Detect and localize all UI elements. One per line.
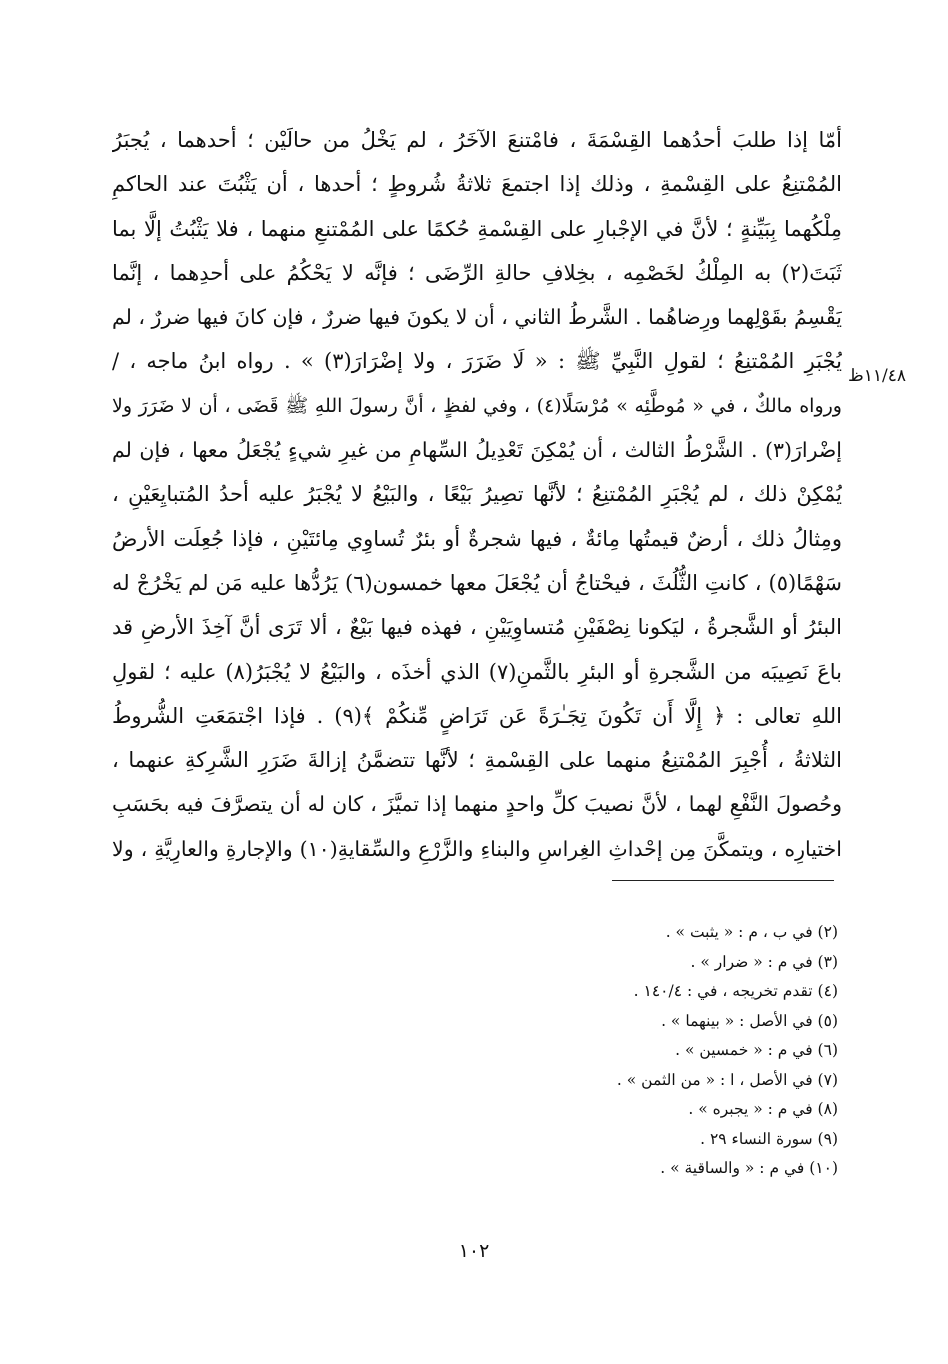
- footnote: (٣) في م : « ضرار » .: [690, 952, 838, 971]
- footnote: (٩) سورة النساء ٢٩ .: [700, 1129, 838, 1148]
- margin-folio-note: ١١/٤٨ظ: [848, 366, 906, 386]
- footnote-separator: [612, 880, 834, 881]
- text-line: باعَ نَصِيبَه من الشَّجرةِ أو البئرِ بالثَّمنِ(٧) الذي أخذَه ، والبَيْعُ لا يُجْبَرُ(٨) عليه ؛ لقولِ: [112, 659, 842, 684]
- main-text-block: [112, 118, 842, 871]
- text-line: يُمْكِنْ ذلك ، لم يُجْبَرِ المُمْتنِعُ ؛ لأنَّها تصِيرُ بَيْعًا ، والبَيْعُ لا يُجْبَرُ عليه أحدُ المُتبايِعَيْنِ ،: [112, 482, 842, 507]
- text-line: ومِثالُ ذلك ، أرضٌ قيمتُها مِائةٌ ، فيها شجرةٌ أو بئرٌ تُساوِي مِائتَيْنِ ، فإذا جُعِلَت الأرضُ: [112, 526, 842, 551]
- text-line: أمّا إذا طلبَ أحدُهما القِسْمَةَ ، فامْتنعَ الآخَرُ ، لم يَخْلُ من حالَيْن ؛ أحدهما ، يُجبَرُ: [112, 128, 842, 152]
- text-line: الثلاثةُ ، أُجْبِرَ المُمْتنِعُ منهما على القِسْمةِ ؛ لأنَّها تتضمَّنُ إزالةَ ضَرَرِ الشَّرِكةِ عنهما ،: [112, 748, 842, 773]
- footnote: (٥) في الأصل : « بينهما » .: [661, 1011, 838, 1030]
- footnote: (٧) في الأصل ، ا : « من الثمن » .: [616, 1070, 838, 1089]
- text-line: يَقْسِمُ بقَوْلِهما ورِضاهُما . الشَّرطُ الثاني ، أن لا يكونَ فيها ضررٌ ، فإن كانَ فيها ضررٌ ، لم: [112, 305, 842, 330]
- footnote: (٢) في ب ، م : « يثبت » .: [665, 923, 838, 941]
- text-line: اللهِ تعالى : ﴿ إِلَّا أَن تَكُونَ تِجَـٰرَةً عَن تَرَاضٍ مِّنكُمْ ﴾(٩) . فإذا اجْتمَعَتِ الشُّروطُ: [112, 703, 842, 728]
- footnote: (٦) في م : « خمسين » .: [675, 1041, 838, 1059]
- text-line: البئرُ أو الشَّجرةُ ، ليَكونا نِصْفَيْنِ مُتساوِيَيْنِ ، فهذه فيها بَيْعٌ ، ألا تَرَى أنَّ آخِذَ الأرضِ قد: [112, 615, 842, 640]
- footnote: (٤) تقدم تخريجه ، في : ١٤٠/٤ .: [633, 982, 838, 1000]
- text-line: سَهْمًا(٥) ، كانتِ الثُّلُثَ ، فيحْتاجُ أن يُجْعَلَ معها خمسون(٦) يَرُدُّها عليه مَن لم يَخْرُجْ له: [112, 570, 842, 595]
- text-line: اختيارِه ، ويتمكَّنَ مِن إحْداثِ الغِراسِ والبناءِ والزَّرْعِ والسِّقايةِ(١٠) والإجارةِ والعارِيَّةِ ، ولا: [112, 836, 842, 861]
- footnotes-block: [420, 918, 838, 1184]
- text-line: إضْرارَ(٣) . الشَّرْطُ الثالث ، أن يُمْكِنَ تَعْدِيلُ السِّهامِ من غيرِ شيءٍ يُجْعَلُ معها ، فإن لم: [112, 438, 842, 463]
- footnote: (٨) في م : « يجبره » .: [688, 1100, 838, 1118]
- text-line: يُجْبَرِ المُمْتنِعُ ؛ لقولِ النَّبِيِّ ﷺ : « لَا ضَرَرَ ، ولا إضْرَارَ(٣) » . رواه ابنُ ماجه ، /: [112, 349, 842, 374]
- text-line: ثَبَتَ(٢) به المِلْكُ لخَصْمِه ، بخِلافِ حالةِ الرِّضَى ؛ فإنَّه لا يَحْكُمُ على أحدِهما ، إنَّما: [112, 260, 842, 285]
- text-line: وحُصولَ النَّفْعِ لهما ، لأنَّ نصيبَ كلِّ واحدٍ منهما إذا تميَّزَ ، كان له أن يتصرَّفَ فيه بحَسَبِ: [112, 792, 842, 817]
- text-line: المُمْتنِعُ على القِسْمةِ ، وذلك إذا اجتمعَ ثلاثةُ شُروطٍ ؛ أحدها ، أن يَثْبُتَ عند الحاكمِ: [112, 172, 842, 197]
- page-number: ١٠٢: [458, 1240, 490, 1262]
- text-line: ورواه مالكٌ ، في « مُوطَّئِه » مُرْسَلًا(٤) ، وفي لفظٍ ، أنَّ رسولَ اللهِ ﷺ قَضَى ، أن لا ضَرَرَ ولا: [112, 394, 842, 417]
- footnote: (١٠) في م : « والساقية » .: [660, 1159, 838, 1177]
- text-line: مِلْكُهما بِبَيِّنةٍ ؛ لأنَّ في الإجْبارِ على القِسْمةِ حُكمًا على المُمْتنعِ منهما ، فلا يَثْبُتُ إلَّا بما: [112, 216, 842, 241]
